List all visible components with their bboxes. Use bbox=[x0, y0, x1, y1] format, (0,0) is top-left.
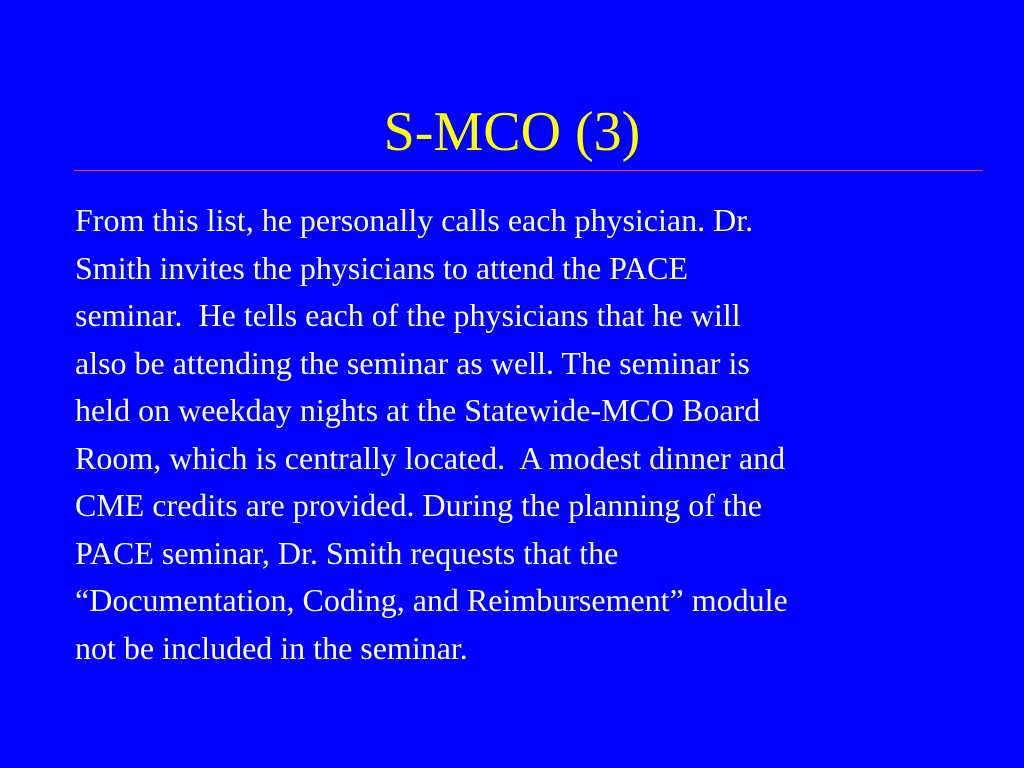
body-line: held on weekday nights at the Statewide-MCO Board bbox=[75, 392, 761, 428]
body-line: also be attending the seminar as well. The seminar is bbox=[75, 344, 750, 381]
body-line: PACE seminar, Dr. Smith requests that the bbox=[75, 534, 619, 571]
body-line: CME credits are provided. During the planning of the bbox=[75, 487, 762, 523]
body-line: Smith invites the physicians to attend the PACE bbox=[75, 249, 689, 286]
title-divider bbox=[74, 170, 983, 171]
body-line: “Documentation, Coding, and Reimbursement” module bbox=[75, 582, 788, 618]
body-line: seminar. He tells each of the physicians that he will bbox=[75, 297, 741, 333]
body-line: From this list, he personally calls each physician. Dr. bbox=[75, 202, 754, 238]
slide-title: S-MCO (3) bbox=[383, 101, 641, 163]
slide-body bbox=[75, 197, 975, 672]
body-line: not be included in the seminar. bbox=[75, 629, 468, 666]
body-line: Room, which is centrally located. A modest dinner and bbox=[75, 439, 786, 476]
